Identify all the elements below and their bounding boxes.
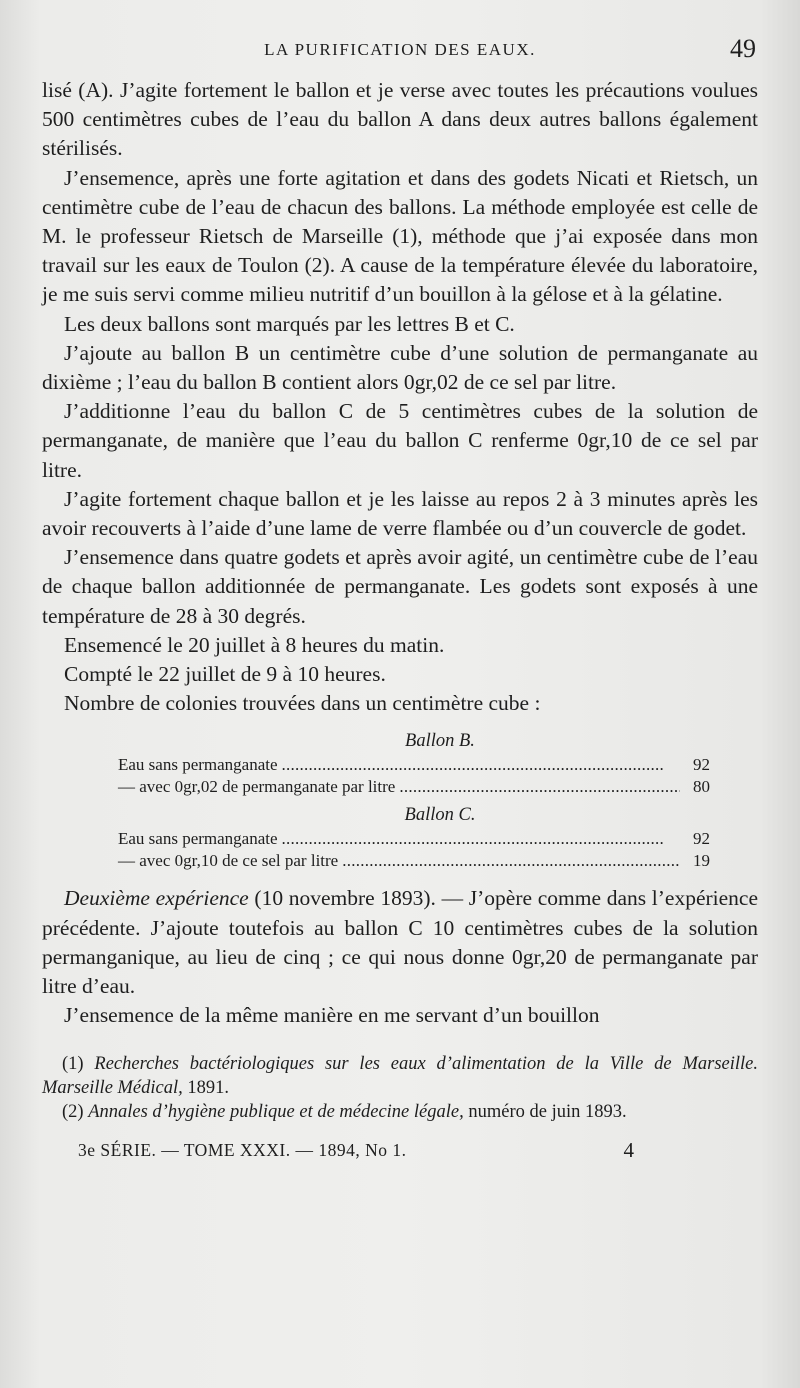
footnote-marker: (1) (62, 1054, 95, 1075)
footnote-title: Annales d’hygiène publique et de médecine légale, (88, 1102, 464, 1123)
sheet-number: 4 (623, 1138, 634, 1163)
table-row (118, 850, 710, 872)
second-experiment-lead: Deuxième expérience (64, 886, 249, 911)
table-row (118, 776, 710, 798)
dot-leader (342, 850, 680, 872)
series-line: 3e SÉRIE. — TOME XXXI. — 1894, No 1. (78, 1140, 407, 1161)
row-label: — avec 0gr,02 de permanganate par litre (118, 777, 396, 797)
second-experiment-text: (10 novembre 1893). — J’opère comme dans l’expérience précédente. J’ajoute toutefois au ballon C 10 centimètres cubes de la solution permanganique, au lieu de cinq ; ce qui nous donne 0gr,20 de permanganate par litre d’eau. (42, 886, 759, 999)
row-label: Eau sans permanganate (118, 829, 278, 849)
page-footer (42, 1140, 758, 1170)
footnote-title: Recherches bactériologiques sur les eaux d’alimentation de la Ville de Marseille. Marseille Médical, (42, 1054, 758, 1099)
paragraph: J’ajoute au ballon B un centimètre cube d’une solution de permanganate au dixième ; l’eau du ballon B contient alors 0gr,02 de ce sel par litre. (42, 340, 758, 395)
running-title: LA PURIFICATION DES EAUX. (264, 40, 536, 59)
row-label: Eau sans permanganate (118, 755, 278, 775)
ballon-c-title: Ballon C. (404, 805, 476, 826)
table-row (118, 754, 710, 776)
footnote (42, 1052, 758, 1100)
row-value: 80 (693, 777, 710, 797)
paragraph: J’ensemence de la même manière en me servant d’un bouillon (64, 1003, 600, 1028)
results-table (42, 728, 758, 872)
footnote-marker: (2) (62, 1102, 89, 1123)
footnotes (42, 1052, 758, 1124)
paragraph: J’agite fortement chaque ballon et je les laisse au repos 2 à 3 minutes après les avoir recouverts à l’aide d’une lame de verre flambée ou d’un couvercle de godet. (42, 486, 758, 541)
paragraph: Ensemencé le 20 juillet à 8 heures du matin. (64, 632, 445, 657)
paragraph: lisé (A). J’agite fortement le ballon et je verse avec toutes les précautions voulues 500 centimètres cubes de l’eau du ballon A dans deux autres ballons également stérilisés. (42, 78, 758, 161)
dot-leader (282, 754, 680, 776)
footnote-rest: numéro de juin 1893. (463, 1102, 627, 1123)
page-number: 49 (730, 34, 756, 63)
row-value: 19 (693, 851, 710, 871)
paragraph: Compté le 22 juillet de 9 à 10 heures. (64, 662, 386, 687)
dot-leader (399, 776, 680, 798)
footnote-rest: 1891. (182, 1078, 230, 1099)
paragraph: Nombre de colonies trouvées dans un centimètre cube : (64, 691, 541, 716)
ballon-b-title: Ballon B. (405, 731, 475, 752)
paragraph: J’ensemence dans quatre godets et après avoir agité, un centimètre cube de l’eau de chaque ballon additionnée de permanganate. Les godets sont exposés à une température de 28 à 30 degrés. (42, 545, 758, 628)
dot-leader (282, 828, 680, 850)
body-text (42, 76, 758, 1030)
paragraph: J’ensemence, après une forte agitation et dans des godets Nicati et Rietsch, un centimètre cube de l’eau de chacun des ballons. La méthode employée est celle de M. le professeur Rietsch de Marseille (1), méthode que j’ai exposée dans mon travail sur les eaux de Toulon (2). A cause de la température élevée du laboratoire, je me suis servi comme milieu nutritif d’un bouillon à la gélose et à la gélatine. (42, 165, 758, 307)
footnote (42, 1100, 758, 1124)
second-experiment-paragraph (42, 884, 758, 1001)
paragraph: J’additionne l’eau du ballon C de 5 centimètres cubes de la solution de permanganate, de manière que l’eau du ballon C renferme 0gr,10 de ce sel par litre. (42, 399, 758, 482)
paragraph: Les deux ballons sont marqués par les lettres B et C. (64, 311, 515, 336)
row-value: 92 (693, 755, 710, 775)
row-label: — avec 0gr,10 de ce sel par litre (118, 851, 339, 871)
page-header (42, 36, 758, 76)
table-row (118, 828, 710, 850)
row-value: 92 (693, 829, 710, 849)
